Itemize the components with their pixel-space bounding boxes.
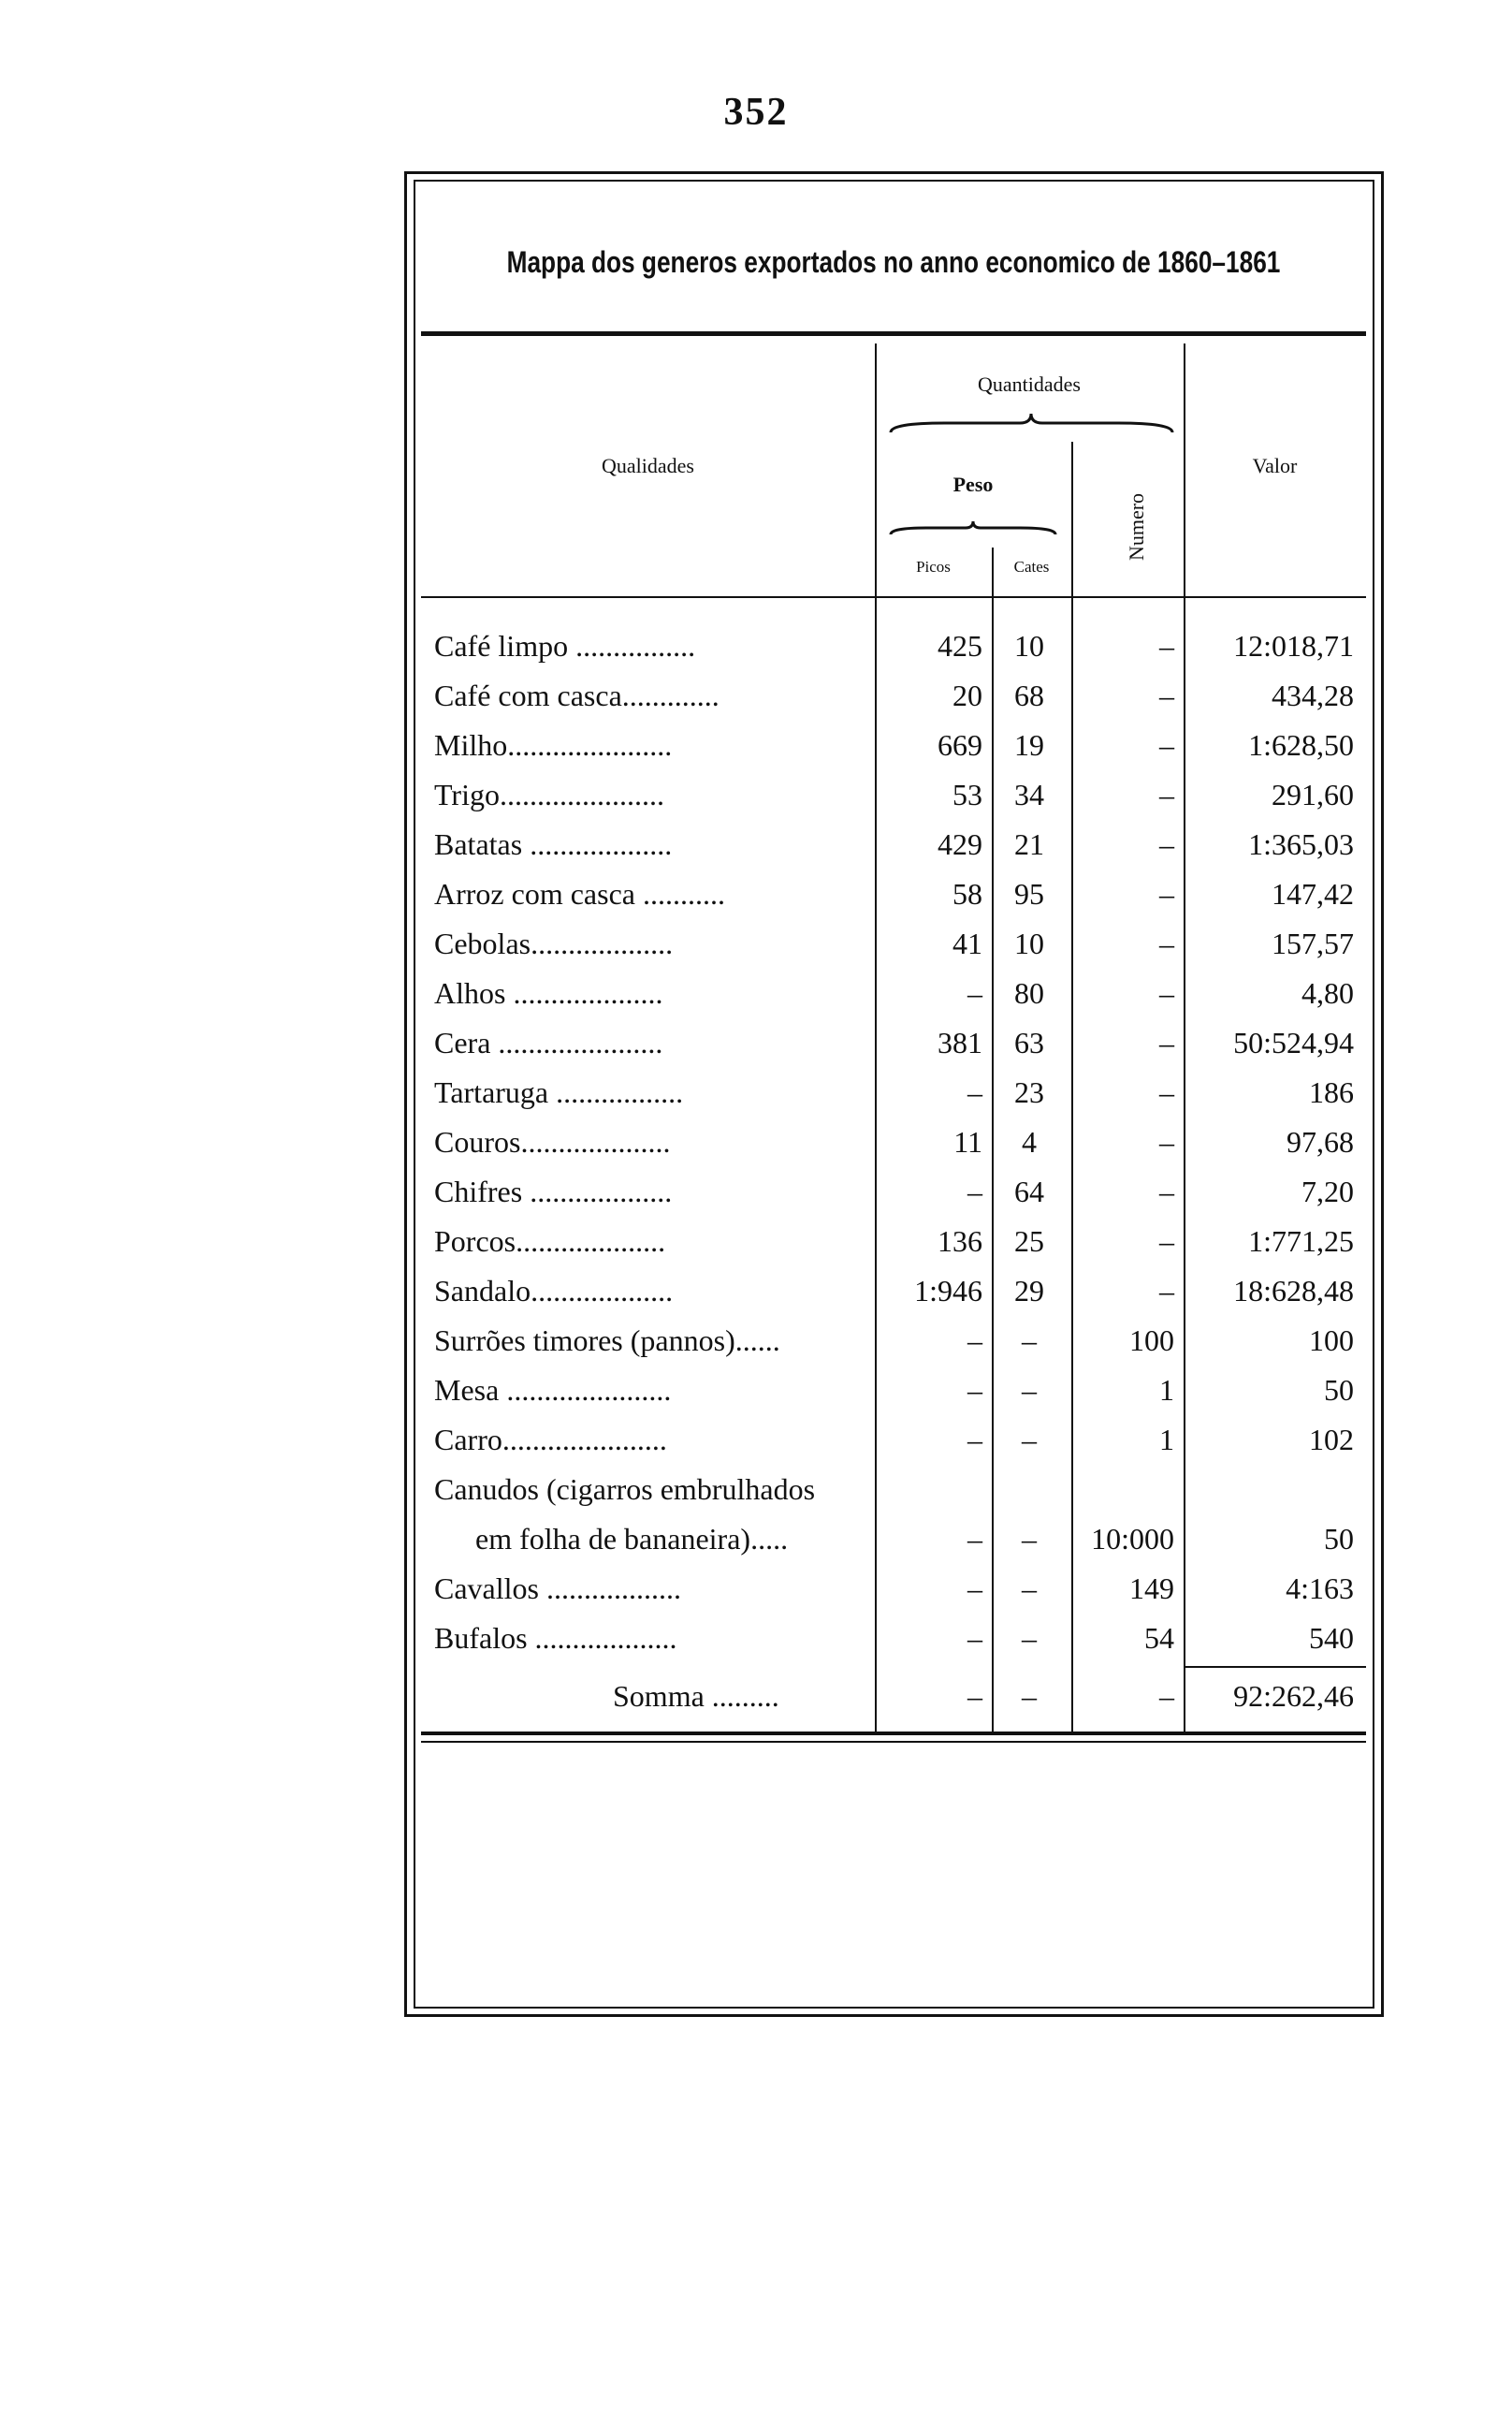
- header-numero: Numero: [1125, 492, 1148, 562]
- row-valor: 291,60: [1272, 778, 1354, 811]
- row-cates: 95: [1014, 877, 1044, 911]
- row-numero: –: [1159, 679, 1174, 712]
- row-valor: 147,42: [1272, 877, 1354, 911]
- row-valor: 4:163: [1286, 1571, 1354, 1605]
- table-row: [421, 1068, 1366, 1118]
- row-cates: 29: [1014, 1274, 1044, 1308]
- table-row: [421, 919, 1366, 969]
- header-quantidades: Quantidades: [978, 373, 1081, 396]
- row-cates: 10: [1014, 629, 1044, 663]
- table-row: [421, 1217, 1366, 1266]
- row-numero: 149: [1129, 1571, 1174, 1605]
- row-cates: –: [1022, 1621, 1037, 1655]
- row-label: Cebolas...................: [434, 927, 674, 960]
- row-label: Alhos ....................: [434, 976, 663, 1010]
- row-valor: 7,20: [1301, 1175, 1354, 1208]
- peso-brace: [889, 519, 1057, 538]
- row-picos: –: [967, 1423, 982, 1456]
- row-picos: 669: [938, 728, 982, 762]
- row-picos: –: [967, 1621, 982, 1655]
- row-label: Carro......................: [434, 1423, 667, 1456]
- row-picos: –: [967, 1323, 982, 1357]
- table-title: Mappa dos generos exportados no anno economico de 1860–1861: [506, 245, 1281, 279]
- row-valor: 157,57: [1272, 927, 1354, 960]
- row-cates: 68: [1014, 679, 1044, 712]
- table-row: [421, 1564, 1366, 1614]
- row-label: Porcos....................: [434, 1224, 666, 1258]
- row-numero: –: [1159, 1075, 1174, 1109]
- row-label: Arroz com casca ...........: [434, 877, 725, 911]
- table-row: [421, 1118, 1366, 1167]
- row-label: Canudos (cigarros embrulhados: [434, 1472, 816, 1506]
- table-row: [421, 1266, 1366, 1316]
- row-cates: 63: [1014, 1026, 1044, 1059]
- header-picos: Picos: [916, 558, 951, 576]
- row-picos: –: [967, 1373, 982, 1407]
- total-row: [421, 1672, 1366, 1721]
- row-cates: 80: [1014, 976, 1044, 1010]
- table-row: [421, 1018, 1366, 1068]
- row-numero: –: [1159, 1274, 1174, 1308]
- row-cates: 19: [1014, 728, 1044, 762]
- table-row: [421, 869, 1366, 919]
- row-numero: –: [1159, 778, 1174, 811]
- row-picos: 58: [952, 877, 982, 911]
- row-label: Couros....................: [434, 1125, 671, 1159]
- row-picos: –: [967, 1571, 982, 1605]
- table-row-canudos-line2: [421, 1514, 1366, 1564]
- row-valor: 1:628,50: [1248, 728, 1354, 762]
- row-label: em folha de bananeira).....: [475, 1522, 789, 1556]
- row-valor: 100: [1309, 1323, 1354, 1357]
- row-numero: –: [1159, 1224, 1174, 1258]
- row-valor: 102: [1309, 1423, 1354, 1456]
- row-cates: –: [1022, 1522, 1037, 1556]
- row-valor: 18:628,48: [1233, 1274, 1354, 1308]
- row-picos: –: [967, 976, 982, 1010]
- row-numero: –: [1159, 827, 1174, 861]
- row-label: Mesa ......................: [434, 1373, 672, 1407]
- total-picos: –: [967, 1679, 982, 1713]
- row-picos: –: [967, 1075, 982, 1109]
- bottom-rule-thin: [421, 1741, 1366, 1743]
- row-cates: 23: [1014, 1075, 1044, 1109]
- row-numero: –: [1159, 927, 1174, 960]
- row-valor: 50: [1324, 1522, 1354, 1556]
- row-numero: –: [1159, 877, 1174, 911]
- header-rule: [421, 596, 1366, 598]
- row-cates: –: [1022, 1373, 1037, 1407]
- row-valor: 1:771,25: [1248, 1224, 1354, 1258]
- row-picos: –: [967, 1175, 982, 1208]
- row-label: Surrões timores (pannos)......: [434, 1323, 780, 1357]
- page-number: 352: [723, 91, 789, 134]
- total-cates: –: [1022, 1679, 1037, 1713]
- header-peso: Peso: [952, 473, 994, 496]
- row-valor: 434,28: [1272, 679, 1354, 712]
- row-picos: 381: [938, 1026, 982, 1059]
- table-row: [421, 1415, 1366, 1465]
- row-label: Tartaruga .................: [434, 1075, 684, 1109]
- row-valor: 186: [1309, 1075, 1354, 1109]
- total-label: Somma .........: [613, 1679, 779, 1713]
- row-picos: 20: [952, 679, 982, 712]
- table-row: [421, 1366, 1366, 1415]
- row-numero: –: [1159, 1125, 1174, 1159]
- row-picos: 429: [938, 827, 982, 861]
- row-cates: 10: [1014, 927, 1044, 960]
- total-valor: 92:262,46: [1233, 1679, 1354, 1713]
- total-numero: –: [1159, 1679, 1174, 1713]
- row-label: Cavallos ..................: [434, 1571, 681, 1605]
- row-valor: 50:524,94: [1233, 1026, 1354, 1059]
- row-cates: 4: [1022, 1125, 1037, 1159]
- row-label: Trigo......................: [434, 778, 664, 811]
- row-valor: 540: [1309, 1621, 1354, 1655]
- row-valor: 12:018,71: [1233, 629, 1354, 663]
- row-picos: 53: [952, 778, 982, 811]
- row-cates: 21: [1014, 827, 1044, 861]
- row-label: Cera ......................: [434, 1026, 663, 1059]
- row-label: Bufalos ...................: [434, 1621, 677, 1655]
- row-valor: 1:365,03: [1248, 827, 1354, 861]
- title-rule: [421, 331, 1366, 336]
- row-cates: 34: [1014, 778, 1044, 811]
- table-row-canudos-line1: [421, 1465, 1366, 1514]
- row-numero: –: [1159, 728, 1174, 762]
- row-label: Café limpo ................: [434, 629, 696, 663]
- table-row: [421, 1614, 1366, 1663]
- header-valor: Valor: [1252, 454, 1298, 477]
- row-picos: 425: [938, 629, 982, 663]
- row-picos: 11: [953, 1125, 982, 1159]
- row-valor: 97,68: [1287, 1125, 1354, 1159]
- bottom-rule-thick: [421, 1732, 1366, 1735]
- row-numero: –: [1159, 629, 1174, 663]
- row-picos: 41: [952, 927, 982, 960]
- total-rule: [1184, 1666, 1366, 1668]
- row-label: Café com casca.............: [434, 679, 720, 712]
- row-cates: 64: [1014, 1175, 1044, 1208]
- row-numero: 54: [1144, 1621, 1174, 1655]
- row-cates: 25: [1014, 1224, 1044, 1258]
- row-numero: 1: [1159, 1423, 1174, 1456]
- header-cates: Cates: [1013, 558, 1050, 576]
- table-row: [421, 969, 1366, 1018]
- row-numero: –: [1159, 1026, 1174, 1059]
- row-picos: –: [967, 1522, 982, 1556]
- table-row: [421, 820, 1366, 869]
- row-numero: –: [1159, 1175, 1174, 1208]
- row-label: Batatas ...................: [434, 827, 673, 861]
- table-row: [421, 621, 1366, 671]
- table-row: [421, 671, 1366, 721]
- row-picos: 1:946: [914, 1274, 982, 1308]
- table-row: [421, 1316, 1366, 1366]
- row-numero: 10:000: [1091, 1522, 1174, 1556]
- row-numero: –: [1159, 976, 1174, 1010]
- row-numero: 100: [1129, 1323, 1174, 1357]
- table-row: [421, 1167, 1366, 1217]
- row-label: Milho......................: [434, 728, 673, 762]
- header-qualidades: Qualidades: [602, 454, 694, 477]
- row-valor: 4,80: [1301, 976, 1354, 1010]
- row-picos: 136: [938, 1224, 982, 1258]
- table-row: [421, 770, 1366, 820]
- row-label: Sandalo...................: [434, 1274, 674, 1308]
- row-cates: –: [1022, 1423, 1037, 1456]
- table-row: [421, 721, 1366, 770]
- row-valor: 50: [1324, 1373, 1354, 1407]
- row-cates: –: [1022, 1571, 1037, 1605]
- row-cates: –: [1022, 1323, 1037, 1357]
- row-label: Chifres ...................: [434, 1175, 673, 1208]
- quantidades-brace: [889, 412, 1174, 440]
- row-numero: 1: [1159, 1373, 1174, 1407]
